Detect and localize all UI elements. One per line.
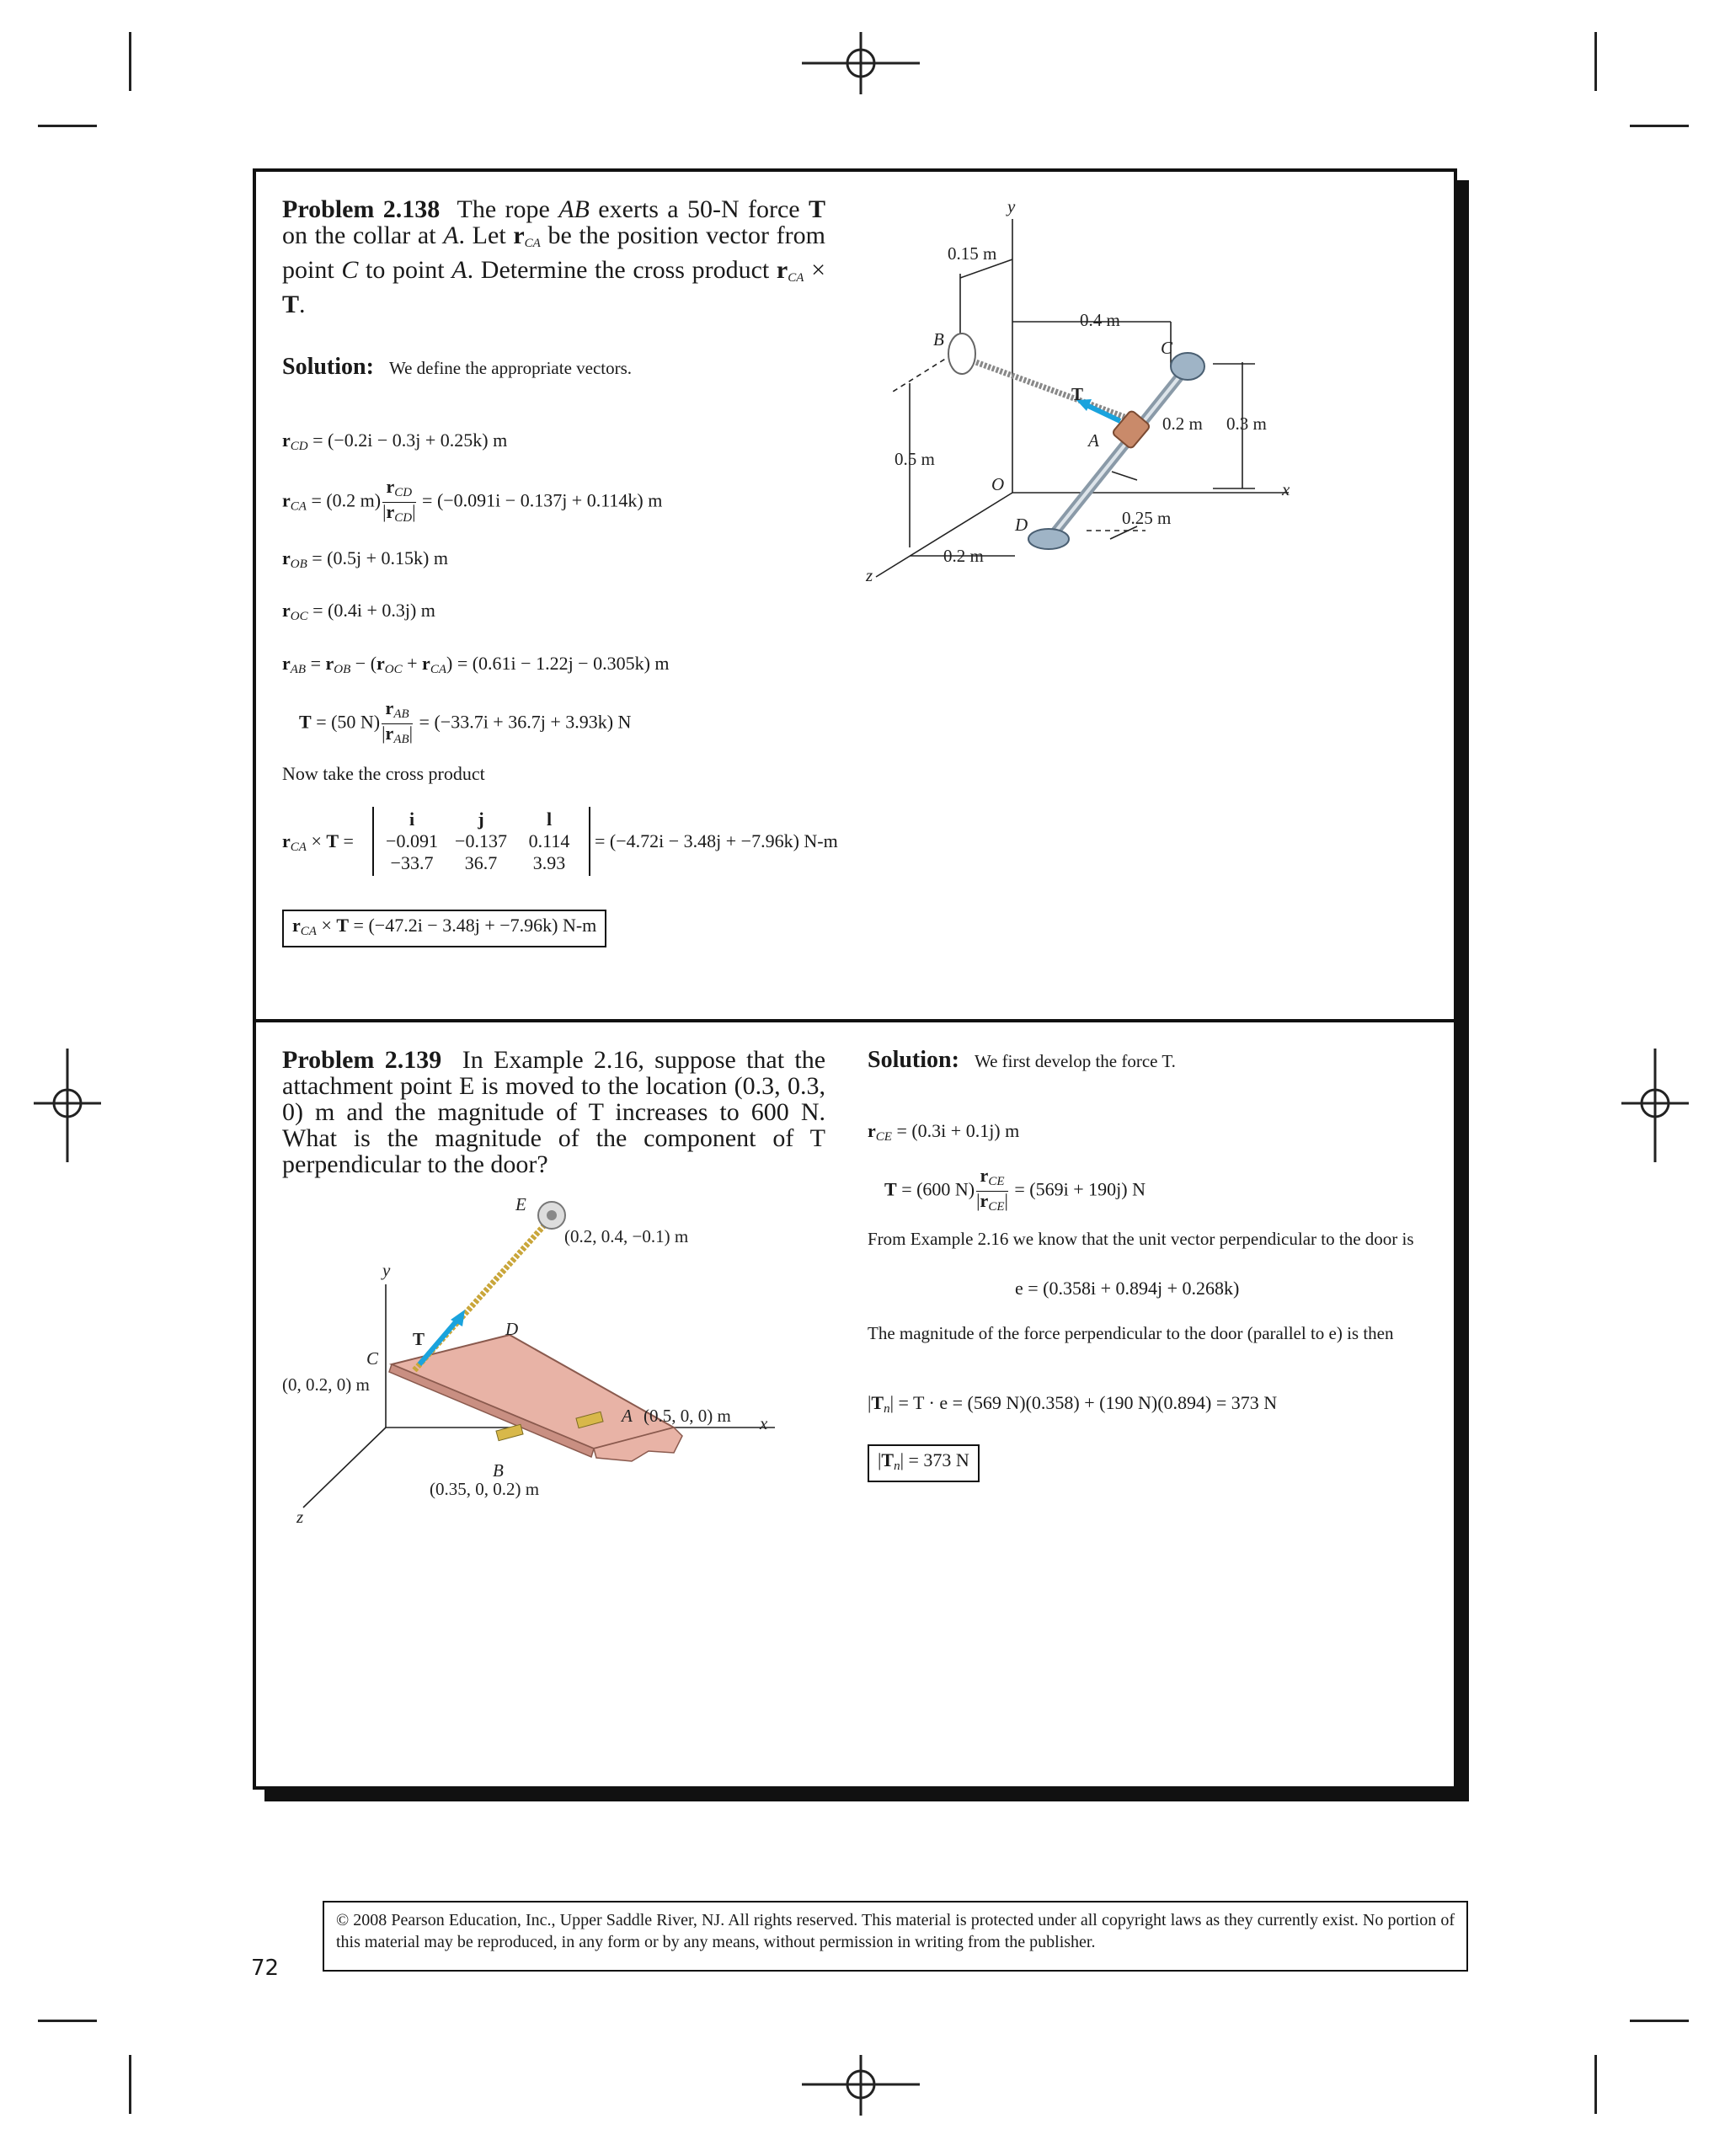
equation-rob: $r_{OB} = (0.5j + 0.15k)$ m: [282, 547, 448, 571]
problem-138-solution-heading: [282, 354, 632, 381]
problem-138-text: The rope AB exerts a 50-N force T on the collar at A. Let $r_{CA}$ be the position vector from point C to point A. Determine the cross product $r_{CA} \times T$.: [282, 195, 825, 318]
equation-roc: $r_{OC} = (0.4i + 0.3j)$ m: [282, 600, 435, 623]
ring-b: [948, 334, 975, 374]
label: C: [366, 1348, 379, 1369]
problem-139-heading: Problem 2.139: [282, 1046, 442, 1074]
bracket-d: [1028, 529, 1069, 549]
matrix-cell: −0.137: [455, 830, 507, 851]
label: 0.2 m: [1162, 414, 1203, 434]
matrix-cell: i: [409, 808, 415, 830]
problem-138-statement: [282, 196, 825, 318]
solution-label: Solution:: [282, 354, 374, 380]
problem-138-heading: Problem 2.138: [282, 195, 441, 223]
equation-t-600: T = (600 N) $\frac{r_{CE}}{|r_{CE}|}$ = (569i + 190j) N: [884, 1165, 1146, 1214]
equation-rce: $r_{CE} = (0.3i + 0.1j)$ m: [868, 1120, 1020, 1144]
solution-label: Solution:: [868, 1047, 959, 1073]
label: 0.15 m: [948, 243, 997, 264]
label: D: [505, 1319, 519, 1339]
label: A: [622, 1406, 633, 1426]
figure-138: [859, 194, 1381, 598]
equation-tn: $|T_n| = T \cdot e = (569$ N)(0.358) + (190 N)(0.894) = 373 N: [868, 1392, 1278, 1416]
equation-rab: $r_{AB} = r_{OB} - (r_{OC} + r_{CA}) = (0.61i - 1.22j - 0.305k)$ m: [282, 653, 670, 676]
figure-139: [278, 1183, 800, 1537]
equation-rcd: $r_{CD} = (-0.2i - 0.3j + 0.25k)$ m: [282, 430, 508, 453]
label: T: [413, 1329, 425, 1349]
z-axis-line: [303, 1428, 386, 1508]
problem-139-solution-heading: [868, 1047, 1176, 1074]
matrix-cell: 0.114: [528, 830, 570, 851]
label: 0.4 m: [1080, 310, 1120, 330]
matrix-cell: 3.93: [532, 852, 566, 873]
label: y: [382, 1260, 391, 1280]
label: x: [760, 1413, 768, 1433]
label: (0.5, 0, 0) m: [644, 1406, 731, 1426]
cross-product-result: = (−4.72i − 3.48j + −7.96k) N-m: [595, 830, 838, 851]
label: B: [493, 1460, 504, 1481]
label: C: [1161, 338, 1173, 358]
problem-138-answer: $r_{CA} \times T = (-47.2i - 3.48j + -7.96k)$ N-m: [282, 910, 606, 947]
label: z: [296, 1507, 304, 1527]
matrix-cell: j: [478, 808, 484, 830]
cross-product-lhs: $r_{CA} \times T$ =: [282, 830, 354, 854]
label: 0.25 m: [1122, 508, 1172, 528]
rope-ab: [964, 358, 1124, 417]
matrix-cell: −33.7: [390, 852, 434, 873]
label: E: [515, 1194, 526, 1214]
determinant-matrix: [372, 807, 590, 876]
magnitude-text: The magnitude of the force perpendicular to the door (parallel to e) is then: [868, 1323, 1394, 1343]
label: T: [1071, 384, 1084, 404]
equation-t: T = (50 N) $\frac{r_{AB}}{|r_{AB}|}$ = (−33.7i + 36.7j + 3.93k) N: [299, 697, 632, 746]
label: B: [933, 329, 944, 350]
label: O: [991, 474, 1005, 494]
label: 0.3 m: [1226, 414, 1267, 434]
matrix-cell: 36.7: [464, 852, 498, 873]
equation-rca: $r_{CA} = (0.2$ m) $\frac{r_{CD}}{|r_{CD}|}$ = (−0.091i − 0.137j + 0.114k) m: [282, 476, 663, 525]
label: D: [1015, 515, 1028, 535]
solution-intro: We first develop the force T.: [974, 1051, 1176, 1071]
page-number: 72: [251, 1956, 280, 1981]
solution-intro: We define the appropriate vectors.: [388, 358, 633, 378]
label: 0.2 m: [943, 546, 984, 566]
copyright-notice: © 2008 Pearson Education, Inc., Upper Saddle River, NJ. All rights reserved. This material is protected under all copyright laws as they currently exist. No portion of this material may be reproduced, in any form or by any means, without permission in writing from the publisher.: [323, 1901, 1468, 1972]
cross-product-intro: Now take the cross product: [282, 763, 485, 784]
bracket-c: [1171, 353, 1204, 380]
label: (0.35, 0, 0.2) m: [430, 1479, 540, 1499]
problem-divider: [253, 1019, 1457, 1022]
problem-139-text: In Example 2.16, suppose that the attachment point E is moved to the location (0.3, 0.3, 0) m and the magnitude of T increases to 600 N. What is the magnitude of the component of T perpendicular to the door?: [282, 1046, 826, 1178]
equation-e: e = (0.358i + 0.894j + 0.268k): [1015, 1278, 1240, 1299]
label: x: [1282, 479, 1290, 499]
unit-vector-text: From Example 2.16 we know that the unit vector perpendicular to the door is: [868, 1229, 1414, 1249]
label: y: [1007, 196, 1016, 216]
label: (0, 0.2, 0) m: [282, 1374, 370, 1395]
label: z: [866, 565, 873, 585]
label: A: [1088, 430, 1099, 451]
label: (0.2, 0.4, −0.1) m: [564, 1226, 689, 1246]
matrix-cell: l: [546, 808, 553, 830]
problem-139-statement: [282, 1047, 825, 1177]
matrix-cell: −0.091: [386, 830, 438, 851]
label: 0.5 m: [895, 449, 935, 469]
problem-139-answer: $|T_n| = 373$ N: [868, 1444, 980, 1482]
